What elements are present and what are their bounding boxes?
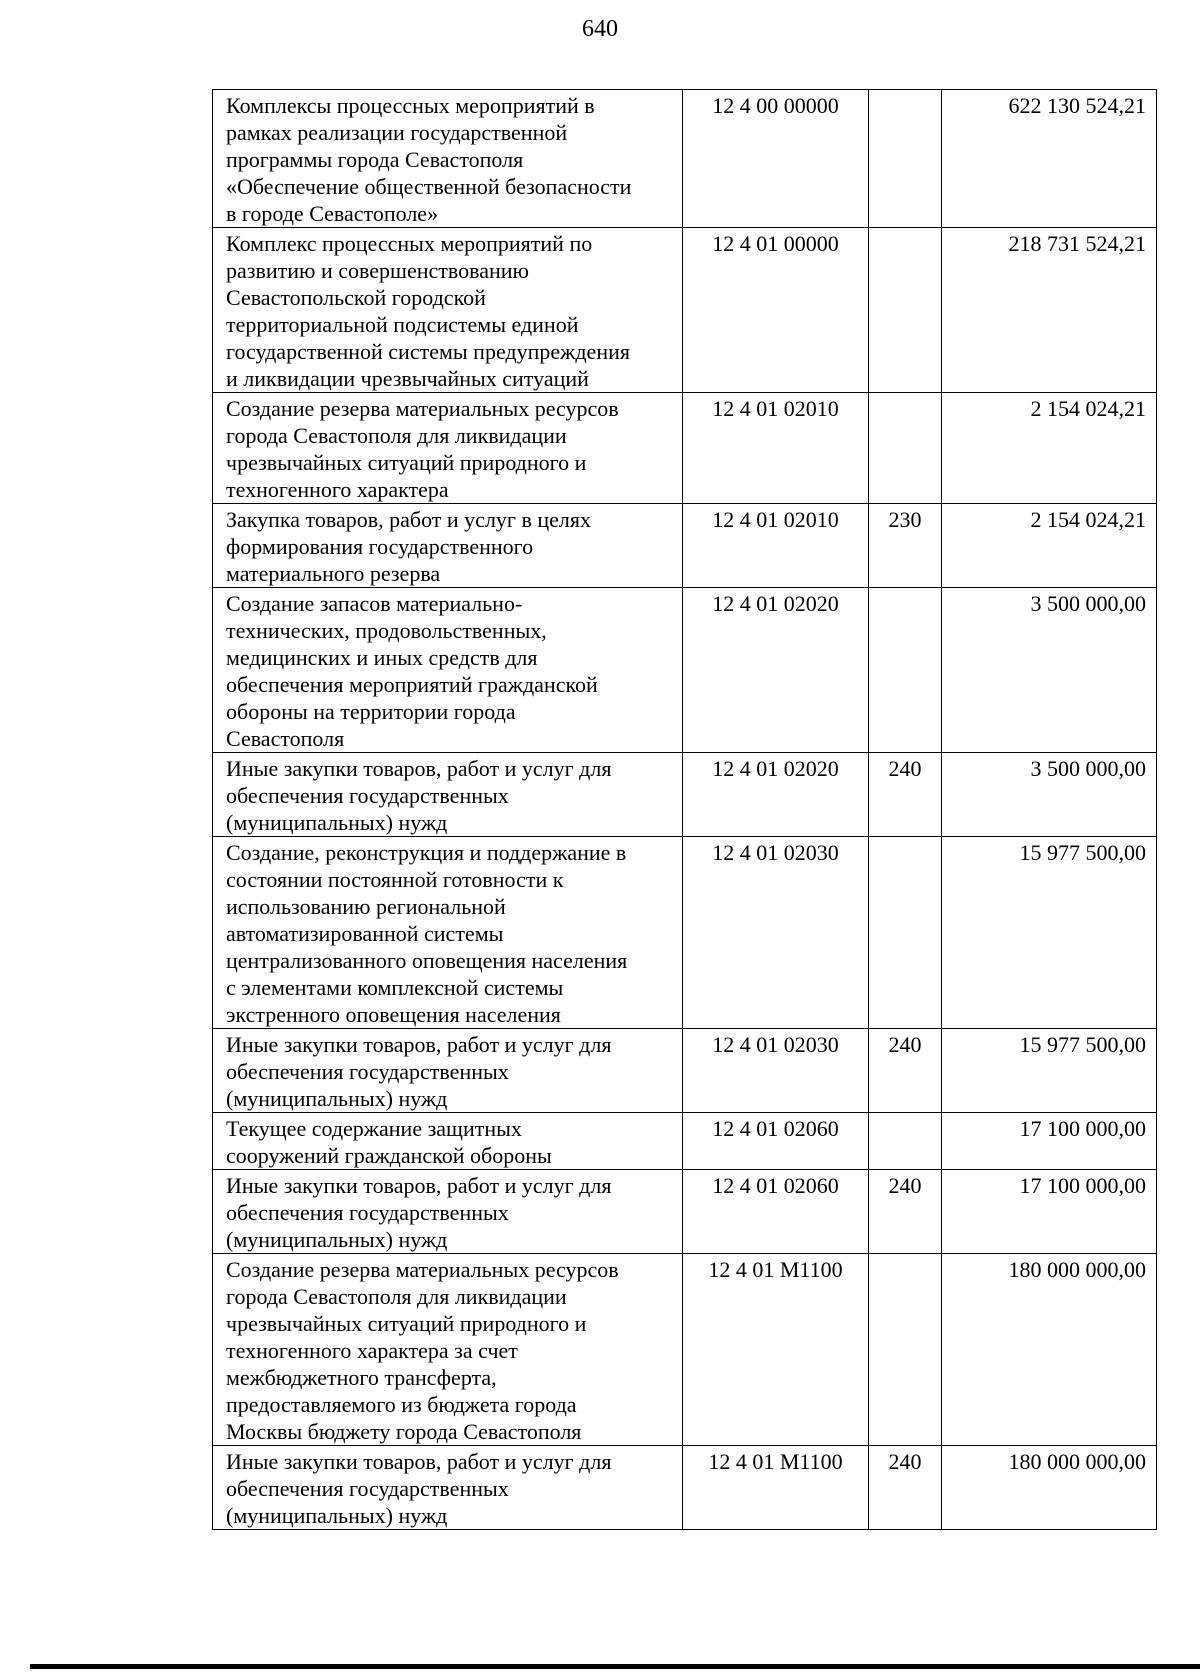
cell-expense-type bbox=[869, 228, 942, 393]
budget-table bbox=[212, 89, 1157, 1530]
cell-expense-type bbox=[869, 1113, 942, 1170]
table-row bbox=[213, 393, 1157, 504]
cell-name: Комплекс процессных мероприятий по развитию и совершенствованию Севастопольской городской территориальной подсистемы единой государственной системы предупреждения и ликвидации чрезвычайных ситуаций bbox=[213, 228, 683, 393]
cell-expense-type bbox=[869, 588, 942, 753]
cell-target-code: 12 4 01 М1100 bbox=[683, 1446, 869, 1530]
table-row bbox=[213, 588, 1157, 753]
cell-target-code: 12 4 01 02010 bbox=[683, 504, 869, 588]
cell-target-code: 12 4 01 М1100 bbox=[683, 1254, 869, 1446]
cell-name: Создание резерва материальных ресурсов города Севастополя для ликвидации чрезвычайных ситуаций природного и техногенного характера bbox=[213, 393, 683, 504]
cell-target-code: 12 4 01 02020 bbox=[683, 588, 869, 753]
cell-expense-type: 230 bbox=[869, 504, 942, 588]
cell-amount: 3 500 000,00 bbox=[942, 588, 1157, 753]
cell-amount: 17 100 000,00 bbox=[942, 1113, 1157, 1170]
cell-expense-type: 240 bbox=[869, 1029, 942, 1113]
cell-name: Иные закупки товаров, работ и услуг для обеспечения государственных (муниципальных) нужд bbox=[213, 1170, 683, 1254]
cell-expense-type bbox=[869, 837, 942, 1029]
table-row bbox=[213, 1170, 1157, 1254]
cell-amount: 2 154 024,21 bbox=[942, 504, 1157, 588]
cell-amount: 180 000 000,00 bbox=[942, 1446, 1157, 1530]
table-row bbox=[213, 228, 1157, 393]
table-row bbox=[213, 1113, 1157, 1170]
cell-target-code: 12 4 00 00000 bbox=[683, 90, 869, 228]
cell-target-code: 12 4 01 02060 bbox=[683, 1113, 869, 1170]
cell-name: Текущее содержание защитных сооружений гражданской обороны bbox=[213, 1113, 683, 1170]
cell-target-code: 12 4 01 00000 bbox=[683, 228, 869, 393]
table-row bbox=[213, 90, 1157, 228]
table-row bbox=[213, 1029, 1157, 1113]
cell-amount: 3 500 000,00 bbox=[942, 753, 1157, 837]
table-row bbox=[213, 753, 1157, 837]
cell-target-code: 12 4 01 02020 bbox=[683, 753, 869, 837]
cell-amount: 15 977 500,00 bbox=[942, 1029, 1157, 1113]
cell-expense-type: 240 bbox=[869, 753, 942, 837]
scan-bottom-edge bbox=[30, 1664, 1200, 1669]
cell-amount: 15 977 500,00 bbox=[942, 837, 1157, 1029]
table-row bbox=[213, 837, 1157, 1029]
cell-expense-type: 240 bbox=[869, 1446, 942, 1530]
cell-amount: 218 731 524,21 bbox=[942, 228, 1157, 393]
cell-amount: 180 000 000,00 bbox=[942, 1254, 1157, 1446]
table-row bbox=[213, 504, 1157, 588]
cell-name: Комплексы процессных мероприятий в рамках реализации государственной программы города Севастополя «Обеспечение общественной безопасности в городе Севастополе» bbox=[213, 90, 683, 228]
cell-name: Закупка товаров, работ и услуг в целях формирования государственного материального резерва bbox=[213, 504, 683, 588]
table-row bbox=[213, 1446, 1157, 1530]
cell-target-code: 12 4 01 02060 bbox=[683, 1170, 869, 1254]
cell-target-code: 12 4 01 02010 bbox=[683, 393, 869, 504]
cell-target-code: 12 4 01 02030 bbox=[683, 837, 869, 1029]
cell-expense-type bbox=[869, 90, 942, 228]
cell-expense-type bbox=[869, 1254, 942, 1446]
cell-name: Создание резерва материальных ресурсов города Севастополя для ликвидации чрезвычайных ситуаций природного и техногенного характера за счет межбюджетного трансферта, предоставляемого из бюджета города Москвы бюджету города Севастополя bbox=[213, 1254, 683, 1446]
cell-amount: 622 130 524,21 bbox=[942, 90, 1157, 228]
cell-name: Иные закупки товаров, работ и услуг для обеспечения государственных (муниципальных) нужд bbox=[213, 753, 683, 837]
cell-expense-type bbox=[869, 393, 942, 504]
cell-name: Создание, реконструкция и поддержание в состоянии постоянной готовности к использованию региональной автоматизированной системы централизованного оповещения населения с элементами комплексной системы экстренного оповещения населения bbox=[213, 837, 683, 1029]
cell-name: Создание запасов материально- технических, продовольственных, медицинских и иных средств для обеспечения мероприятий гражданской обороны на территории города Севастополя bbox=[213, 588, 683, 753]
cell-expense-type: 240 bbox=[869, 1170, 942, 1254]
cell-amount: 2 154 024,21 bbox=[942, 393, 1157, 504]
cell-name: Иные закупки товаров, работ и услуг для обеспечения государственных (муниципальных) нужд bbox=[213, 1446, 683, 1530]
cell-target-code: 12 4 01 02030 bbox=[683, 1029, 869, 1113]
cell-name: Иные закупки товаров, работ и услуг для обеспечения государственных (муниципальных) нужд bbox=[213, 1029, 683, 1113]
page-number: 640 bbox=[582, 16, 618, 42]
cell-amount: 17 100 000,00 bbox=[942, 1170, 1157, 1254]
table-row bbox=[213, 1254, 1157, 1446]
